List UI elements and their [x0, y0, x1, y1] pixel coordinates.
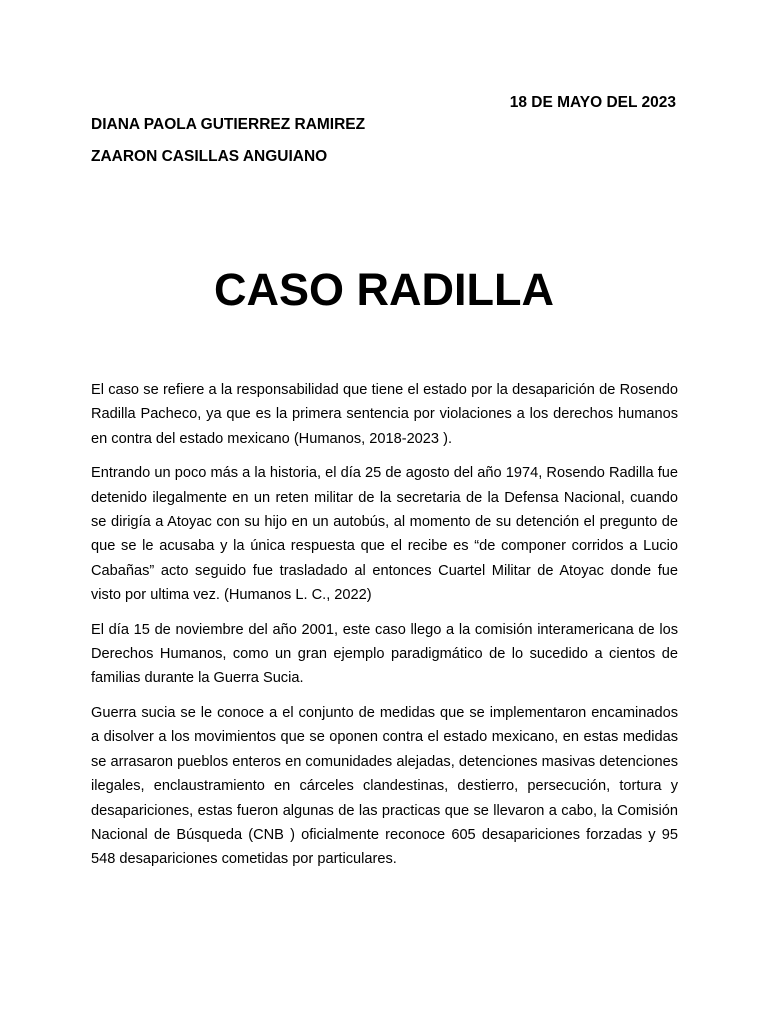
- body-paragraph: Guerra sucia se le conoce a el conjunto de medidas que se implementaron encaminados a disolver a los movimientos que se oponen contra el estado mexicano, en estas medidas se arrasaron pueblos enteros en comunidades alejadas, detenciones masivas detenciones ilegales, enclaustramiento en cárceles clandestinas, destierro, persecución, tortura y desapariciones, estas fueron algunas de las practicas que se llevaron a cabo, la Comisión Nacional de Búsqueda (CNB ) oficialmente reconoce 605 desapariciones forzadas y 95 548 desapariciones cometidas por particulares.: [91, 704, 678, 868]
- author-name: ZAARON CASILLAS ANGUIANO: [91, 148, 328, 165]
- body-paragraph: El caso se refiere a la responsabilidad que tiene el estado por la desaparición de Rosendo Radilla Pacheco, ya que es la primera sentencia por violaciones a los derechos humanos en contra del estado mexicano (Humanos, 2018-2023 ).: [91, 382, 678, 447]
- document-date: 18 DE MAYO DEL 2023: [509, 94, 676, 111]
- body-paragraph: Entrando un poco más a la historia, el día 25 de agosto del año 1974, Rosendo Radilla fue detenido ilegalmente en un reten militar de la secretaria de la Defensa Nacional, cuando se dirigía a Atoyac con su hijo en un autobús, al momento de su detención el pregunto de que se le acusaba y la única respuesta que el recibe es “de componer corridos a Lucio Cabañas” acto seguido fue trasladado al entonces Cuartel Militar de Atoyac donde fue visto por ultima vez. (Humanos L. C., 2022): [91, 465, 678, 604]
- author-name: DIANA PAOLA GUTIERREZ RAMIREZ: [91, 116, 366, 133]
- document-body: [91, 378, 678, 882]
- document-title: CASO RADILLA: [214, 264, 554, 315]
- body-paragraph: El día 15 de noviembre del año 2001, este caso llego a la comisión interamericana de los Derechos Humanos, como un gran ejemplo paradigmático de lo sucedido a cientos de familias durante la Guerra Sucia.: [91, 621, 678, 687]
